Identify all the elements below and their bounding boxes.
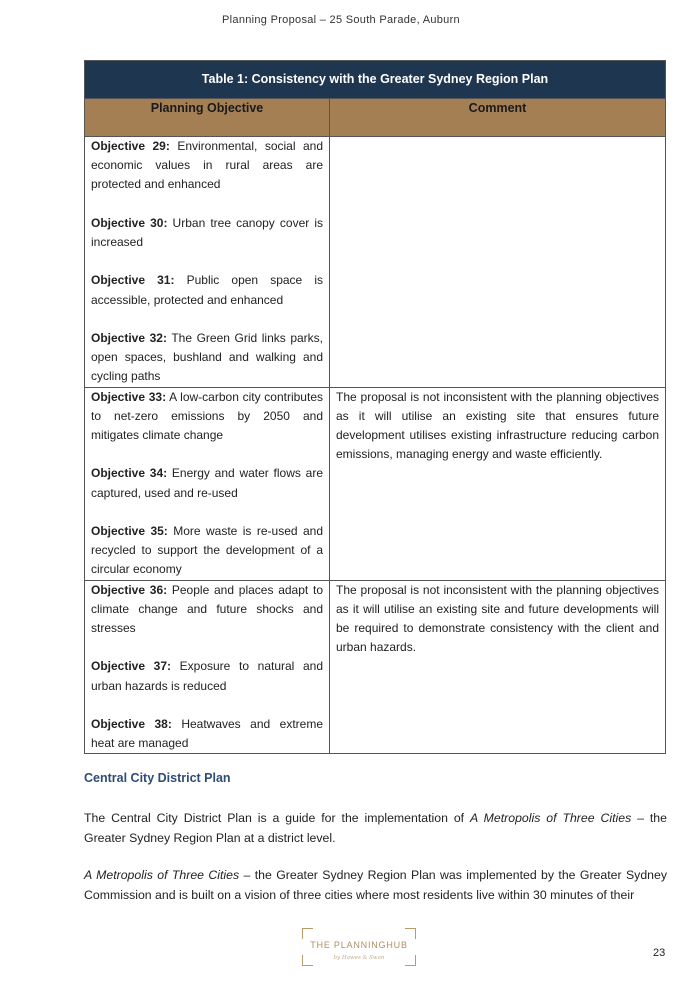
comment-cell: The proposal is not inconsistent with the planning objectives as it will utilise an existing site that ensures future development utilises existing infrastructure reducing carbon emissions, managing energy and waste efficiently. bbox=[330, 387, 666, 580]
objective-cell bbox=[85, 580, 330, 754]
objective-cell bbox=[85, 387, 330, 580]
column-header-objective: Planning Objective bbox=[85, 99, 330, 137]
objective-item: Objective 35: More waste is re-used and recycled to support the development of a circular economy bbox=[91, 523, 323, 577]
paragraph: A Metropolis of Three Cities – the Greater Sydney Region Plan was implemented by the Greater Sydney Commission and is built on a vision of three cities where most residents live within 30 minutes of their bbox=[84, 868, 667, 902]
consistency-table bbox=[84, 60, 666, 754]
objective-item: Objective 34: Energy and water flows are captured, used and re-used bbox=[91, 466, 324, 500]
section-heading: Central City District Plan bbox=[84, 771, 231, 785]
objective-item: Objective 29: Environmental, social and economic values in rural areas are protected and enhanced bbox=[91, 139, 323, 192]
objective-item: Objective 32: The Green Grid links parks, open spaces, bushland and walking and cycling paths bbox=[91, 330, 323, 384]
page-header: Planning Proposal – 25 South Parade, Auburn bbox=[222, 14, 460, 26]
objective-item: Objective 30: Urban tree canopy cover is increased bbox=[91, 215, 323, 249]
planninghub-logo bbox=[302, 928, 416, 966]
logo-tagline: by Hawes & Swan bbox=[333, 955, 385, 961]
table-row bbox=[85, 137, 666, 388]
objective-item: Objective 33: A low-carbon city contributes to net-zero emissions by 2050 and mitigates climate change bbox=[91, 389, 323, 442]
table-row bbox=[85, 580, 666, 754]
objective-item: Objective 38: Heatwaves and extreme heat are managed bbox=[91, 716, 323, 751]
column-header-comment: Comment bbox=[330, 99, 666, 137]
table-row bbox=[85, 387, 666, 580]
paragraph: The Central City District Plan is a guide for the implementation of A Metropolis of Three Cities – the Greater Sydney Region Plan at a district level. bbox=[84, 811, 667, 845]
logo-name: THE PLANNINGHUB bbox=[310, 940, 408, 950]
comment-cell: The proposal is not inconsistent with the planning objectives as it will utilise an existing site and future developments will be required to demonstrate consistency with the client and urban hazards. bbox=[330, 580, 666, 754]
objective-item: Objective 31: Public open space is accessible, protected and enhanced bbox=[91, 273, 323, 307]
table-header-row bbox=[85, 99, 666, 137]
objective-item: Objective 36: People and places adapt to climate change and future shocks and stresses bbox=[91, 582, 324, 635]
objective-cell bbox=[85, 137, 330, 388]
objective-item: Objective 37: Exposure to natural and urban hazards is reduced bbox=[91, 659, 323, 693]
table-title: Table 1: Consistency with the Greater Sydney Region Plan bbox=[85, 61, 666, 99]
comment-cell bbox=[330, 137, 666, 388]
page-number: 23 bbox=[653, 947, 666, 959]
